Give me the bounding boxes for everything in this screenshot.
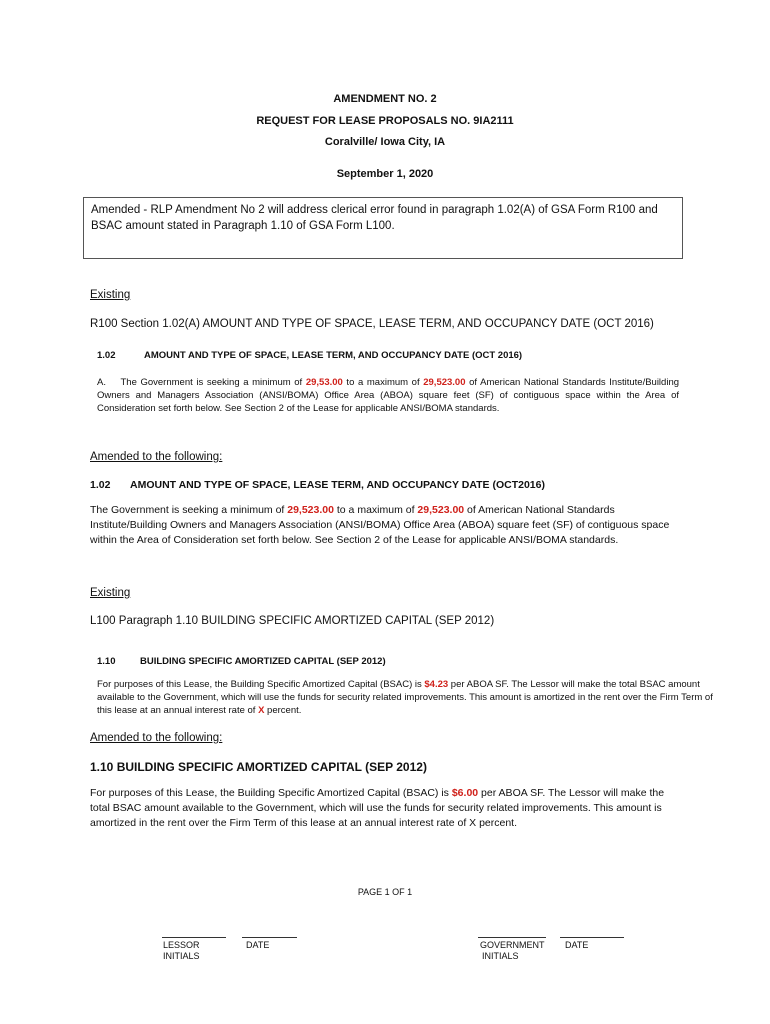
government-date-label: DATE — [565, 940, 589, 950]
summary-text: Amended - RLP Amendment No 2 will address clerical error found in paragraph 1.02(A) of GSA Form R100 and BSAC amount stated in Paragraph 1.10 of GSA Form L100. — [91, 204, 658, 232]
amended-1-heading: AMOUNT AND TYPE OF SPACE, LEASE TERM, AND OCCUPANCY DATE (OCT2016) — [130, 479, 545, 491]
excerpt-1-heading: AMOUNT AND TYPE OF SPACE, LEASE TERM, AND OCCUPANCY DATE (OCT 2016) — [144, 350, 523, 361]
amended-2-bsac-amount: $6.00 — [451, 787, 479, 799]
excerpt-1-number: 1.02 — [97, 350, 116, 361]
excerpt-1-paragraph — [97, 376, 679, 415]
excerpt-2-text-post: percent. — [264, 705, 302, 716]
government-initials-line — [478, 937, 546, 938]
existing-label-2: Existing — [90, 587, 131, 599]
lessor-label-line2: INITIALS — [163, 951, 200, 961]
page-number: PAGE 1 OF 1 — [357, 887, 413, 897]
excerpt-1-min-value: 29,53.00 — [305, 377, 343, 388]
excerpt-2-heading: BUILDING SPECIFIC AMORTIZED CAPITAL (SEP 2012) — [140, 656, 386, 667]
excerpt-2-text-mid: per ABOA SF. The Lessor will make the total BSAC amount available to the Government, which will use the funds for security related improvements. This amount is amortized in the rent over the Firm Term of this lease at an annual interest rate of — [97, 679, 713, 716]
document-date: September 1, 2020 — [336, 168, 434, 180]
excerpt-1-text-post: of American National Standards Institute/Building Owners and Managers Association (ANSI/BOMA) Office Area (ABOA) square feet (SF) of contiguous space within the Area of Consideration set forth below. See Section 2 of the Lease for applicable ANSI/BOMA standards. — [97, 377, 680, 414]
amended-1-number: 1.02 — [90, 479, 111, 491]
amendment-title: AMENDMENT NO. 2 — [333, 93, 437, 105]
amended-1-paragraph — [90, 503, 680, 548]
amended-2-text-pre: For purposes of this Lease, the Building Specific Amortized Capital (BSAC) is — [90, 787, 452, 799]
government-date-line — [560, 937, 624, 938]
government-label-line2: INITIALS — [482, 951, 519, 961]
lessor-label-line1: LESSOR — [163, 940, 200, 950]
lessor-initials-line — [162, 937, 226, 938]
summary-box — [83, 197, 683, 259]
amended-2-heading: 1.10 BUILDING SPECIFIC AMORTIZED CAPITAL (SEP 2012) — [90, 760, 427, 774]
excerpt-1-text-pre: The Government is seeking a minimum of — [120, 377, 306, 388]
amended-1-text-post: of American National Standards Institute/Building Owners and Managers Association (ANSI/BOMA) Office Area (ABOA) square feet (SF) of contiguous space within the Area of Consideration set forth below. See Section 2 of the Lease for applicable ANSI/BOMA standards. — [90, 504, 670, 546]
excerpt-2-number: 1.10 — [97, 656, 116, 667]
amended-1-text-mid: to a maximum of — [333, 504, 418, 516]
amended-label-1: Amended to the following: — [90, 451, 223, 463]
existing-label-1: Existing — [90, 289, 131, 301]
amended-2-paragraph — [90, 786, 682, 831]
amended-1-min-value: 29,523.00 — [287, 504, 334, 516]
excerpt-2-interest-rate: X — [258, 705, 265, 716]
amended-label-2: Amended to the following: — [90, 732, 223, 744]
amended-1-max-value: 29,523.00 — [417, 504, 465, 516]
amended-1-text-pre: The Government is seeking a minimum of — [90, 504, 288, 516]
lessor-date-line — [242, 937, 297, 938]
excerpt-1-letter: A. — [97, 377, 106, 388]
r100-reference-title: R100 Section 1.02(A) AMOUNT AND TYPE OF SPACE, LEASE TERM, AND OCCUPANCY DATE (OCT 2016) — [90, 318, 654, 330]
excerpt-1-text-mid: to a maximum of — [342, 377, 424, 388]
excerpt-2-text-pre: For purposes of this Lease, the Building Specific Amortized Capital (BSAC) is — [97, 679, 425, 690]
government-initials-label — [480, 940, 545, 962]
location: Coralville/ Iowa City, IA — [324, 136, 446, 148]
lessor-date-label: DATE — [246, 940, 270, 950]
amended-2-text-post: per ABOA SF. The Lessor will make the total BSAC amount available to the Government, which will use the funds for security related improvements. This amount is amortized in the rent over the Firm Term of this lease at an annual interest rate of X percent. — [90, 787, 665, 829]
government-label-line1: GOVERNMENT — [480, 940, 545, 950]
excerpt-2-bsac-amount: $4.23 — [424, 679, 449, 690]
lessor-initials-label — [163, 940, 200, 962]
excerpt-2-paragraph — [97, 678, 717, 717]
excerpt-1-max-value: 29,523.00 — [423, 377, 466, 388]
l100-reference-title: L100 Paragraph 1.10 BUILDING SPECIFIC AMORTIZED CAPITAL (SEP 2012) — [90, 615, 495, 627]
rlp-number: REQUEST FOR LEASE PROPOSALS NO. 9IA2111 — [256, 115, 514, 127]
